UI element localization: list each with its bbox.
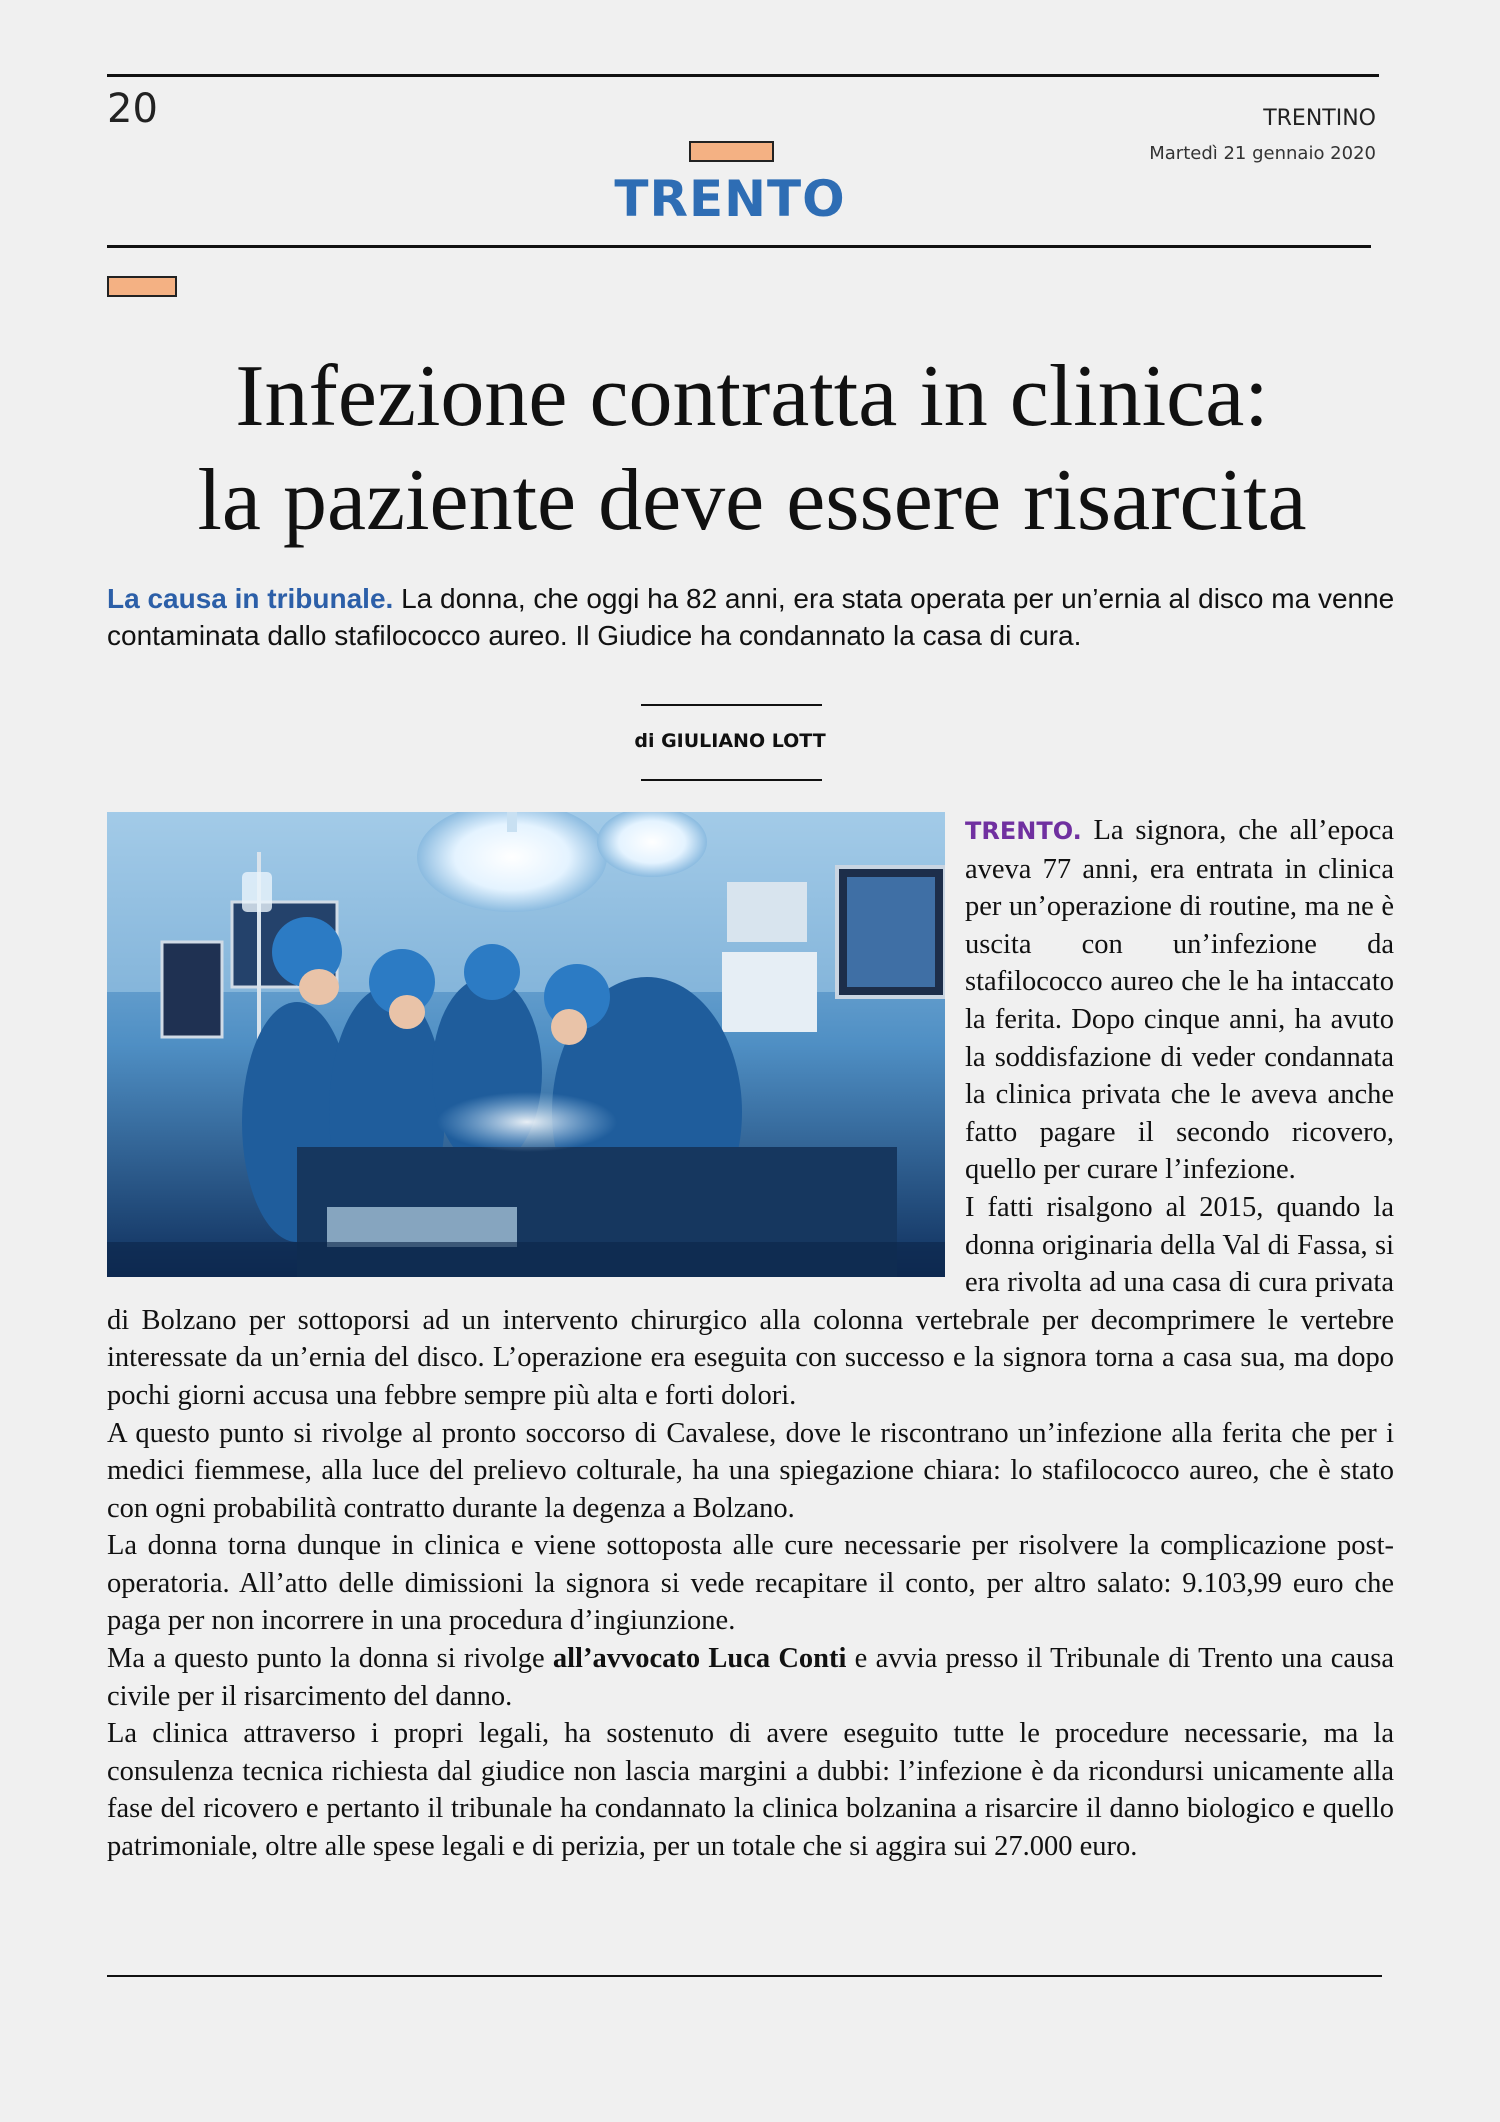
paragraph-2: I fatti risalgono al 2015, quando la donna originaria della Val di Fassa, si era rivolta ad una casa di cura privata di Bolzano per sottoporsi ad un intervento chirurgico alla colonna vertebrale per decomprimere le vertebre interessate da un’ernia del disco. L’operazione era eseguita con successo e la signora torna a casa sua, ma dopo pochi giorni accusa una febbre sempre più alta e forti dolori. bbox=[107, 1191, 1394, 1411]
paragraph-1-text: La signora, che all’epoca aveva 77 anni, era entrata in clinica per un’operazione di routine, ma ne è uscita con un’infezione da stafilococco aureo che le ha intaccato la ferita. Dopo cinque anni, ha avuto la soddisfazione di veder condannata la clinica privata che le aveva anche fatto pagare il secondo ricovero, quello per curare l’infezione. bbox=[965, 815, 1394, 1186]
paragraph-5-text-a: Ma a questo punto la donna si rivolge bbox=[107, 1643, 553, 1675]
section-marker-decoration bbox=[107, 276, 177, 297]
paragraph-4: La donna torna dunque in clinica e viene sottoposta alle cure necessarie per risolvere la complicazione post-operatoria. All’atto delle dimissioni la signora si vede recapitare il conto, per altro salato: 9.103,99 euro che paga per non incorrere in una procedura d’ingiunzione. bbox=[107, 1530, 1394, 1637]
paragraph-5-text-b: e avvia presso il Tribunale di Trento una causa civile per il risarcimento del danno. bbox=[107, 1643, 1394, 1712]
article-body bbox=[107, 812, 1394, 1866]
header-bottom-rule bbox=[107, 245, 1371, 248]
byline: di GIULIANO LOTT bbox=[634, 730, 826, 752]
headline-line-1: Infezione contratta in clinica: bbox=[235, 348, 1269, 445]
paper-name: TRENTINO bbox=[1263, 106, 1376, 131]
headline-line-2: la paziente deve essere risarcita bbox=[197, 452, 1307, 549]
subheading bbox=[107, 580, 1407, 654]
lead-kicker: TRENTO. bbox=[965, 817, 1082, 845]
headline bbox=[107, 345, 1397, 553]
section-tag-decoration bbox=[689, 141, 774, 162]
photo-space bbox=[107, 812, 965, 1277]
page-number: 20 bbox=[107, 86, 158, 132]
paper-date: Martedì 21 gennaio 2020 bbox=[1149, 143, 1376, 164]
top-rule bbox=[107, 74, 1379, 77]
subheading-kicker: La causa in tribunale. bbox=[107, 583, 394, 614]
lawyer-name: all’avvocato Luca Conti bbox=[552, 1643, 847, 1675]
footer-rule bbox=[107, 1975, 1382, 1977]
paragraph-6: La clinica attraverso i propri legali, ha sostenuto di avere eseguito tutte le procedure necessarie, ma la consulenza tecnica richiesta dal giudice non lascia margini a dubbi: l’infezione è da ricondursi unicamente alla fase del ricovero e pertanto il tribunale ha condannato la clinica bolzanina a risarcire il danno biologico e quello patrimoniale, oltre alle spese legali e di perizia, per un totale che si aggira sui 27.000 euro. bbox=[107, 1718, 1394, 1863]
byline-rule-top bbox=[641, 704, 822, 706]
section-title: TRENTO bbox=[614, 170, 846, 228]
byline-rule-bottom bbox=[641, 779, 822, 781]
paragraph-5 bbox=[107, 1640, 1394, 1715]
paragraph-3: A questo punto si rivolge al pronto soccorso di Cavalese, dove le riscontrano un’infezione alla ferita che per i medici fiemmese, alla luce del prelievo colturale, ha una spiegazione chiara: lo stafilococco aureo, che è stato con ogni probabilità contratto durante la degenza a Bolzano. bbox=[107, 1417, 1394, 1524]
subheading-text: La donna, che oggi ha 82 anni, era stata operata per un’ernia al disco ma venne contaminata dallo stafilococco aureo. Il Giudice ha condannato la casa di cura. bbox=[107, 583, 1395, 651]
